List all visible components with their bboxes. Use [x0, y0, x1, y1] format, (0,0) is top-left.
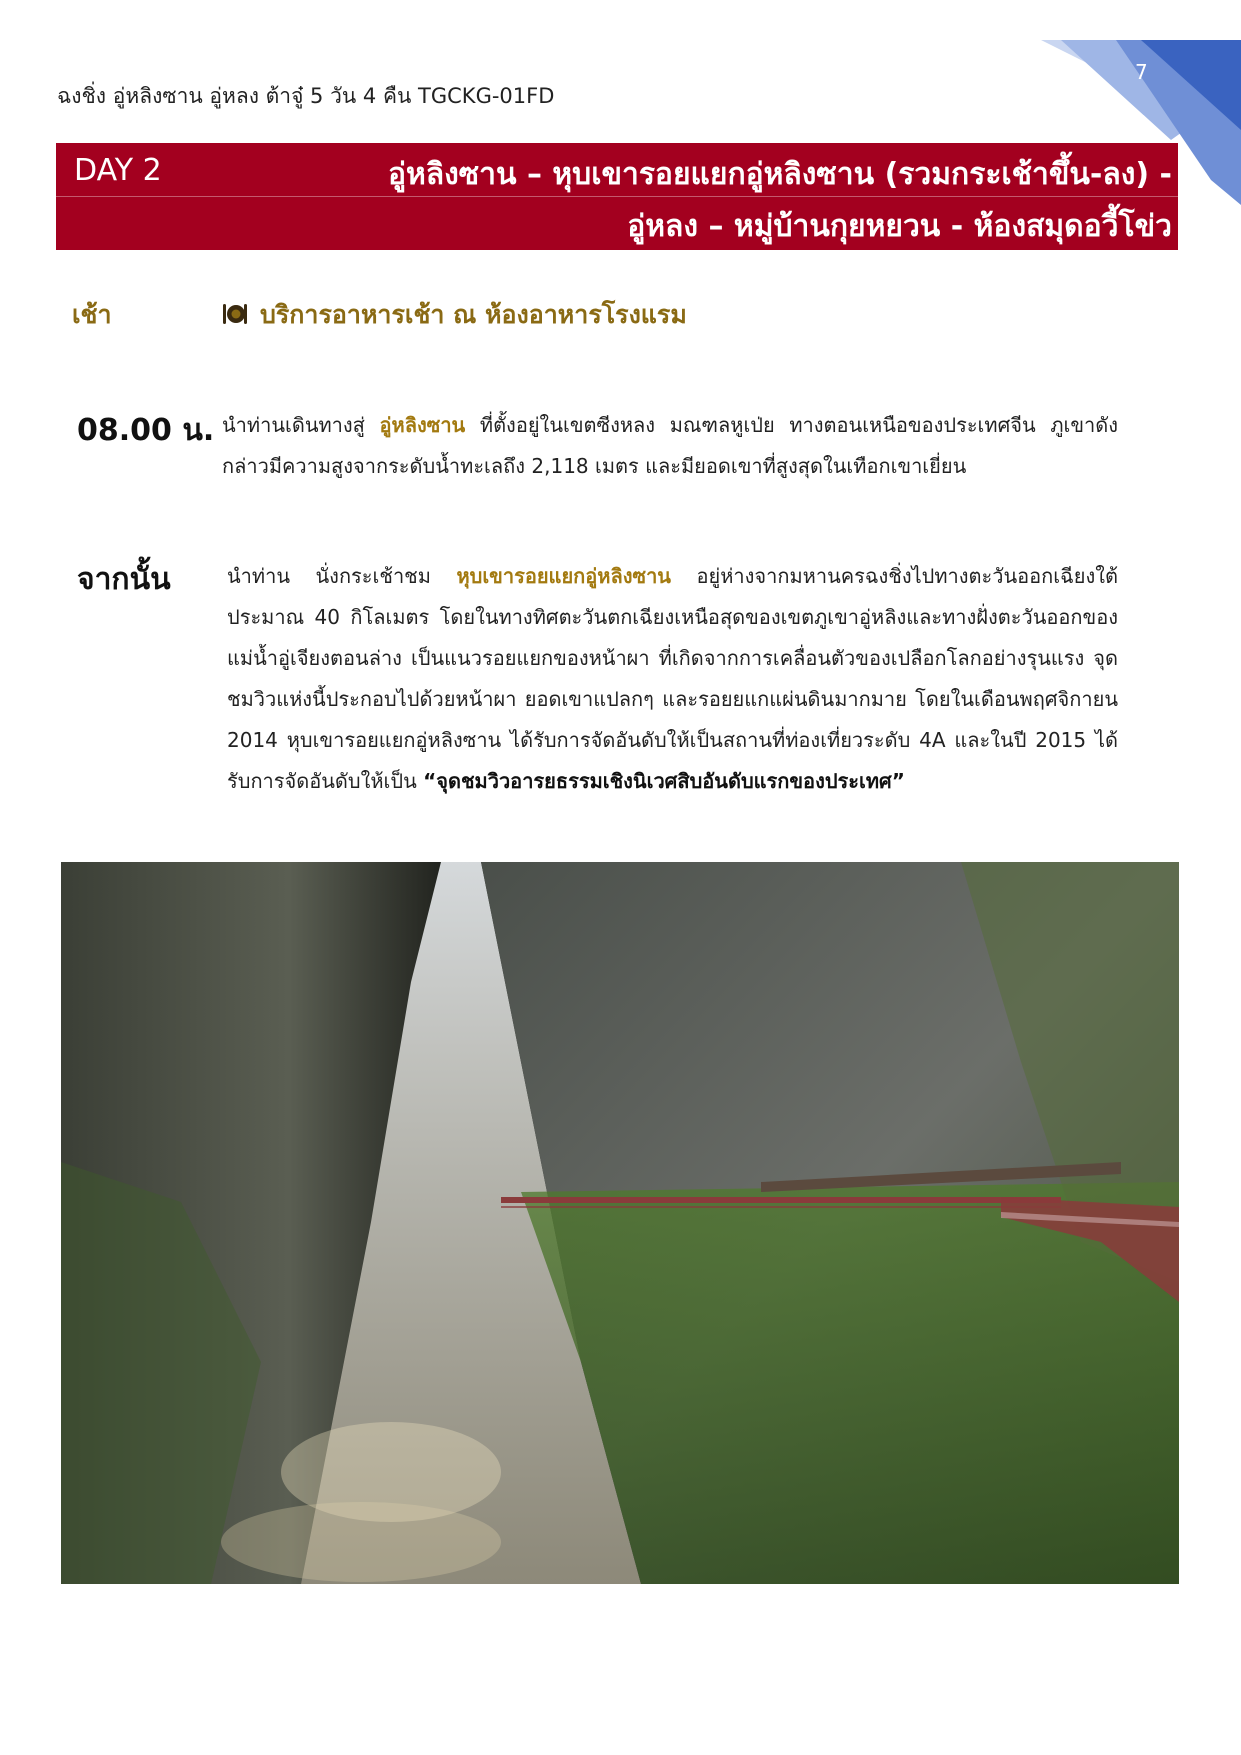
meal-text: บริการอาหารเช้า ณ ห้องอาหารโรงแรม: [260, 300, 687, 329]
schedule-text-0800: [222, 405, 1118, 487]
canyon-photo: [61, 862, 1179, 1584]
day-banner: [56, 143, 1178, 250]
text-segment: อยู่ห่างจากมหานครฉงชิ่งไปทางตะวันออกเฉียงใต้ประมาณ 40 กิโลเมตร โดยในทางทิศตะวันตกเฉียงเหนือสุดของเขตภูเขาอู่หลิงและทางฝั่งตะวันออกของแม่น้ำอู่เจียงตอนล่าง เป็นแนวรอยแยกของหน้าผา ที่เกิดจากการเคลื่อนตัวของเปลือกโลกอย่างรุนแรง จุดชมวิวแห่งนี้ประกอบไปด้วยหน้าผา ยอดเขาแปลกๆ และรอยยแกแผ่นดินมากมาย โดยในเดือนพฤศจิกายน 2014 หุบเขารอยแยกอู่หลิงซาน ได้รับการจัดอันดับให้เป็นสถานที่ท่องเที่ยวระดับ 4A และในปี 2015 ได้รับการจัดอันดับให้เป็น: [227, 564, 1118, 793]
schedule-text-next: [227, 556, 1118, 802]
day-route-line-2: อู่หลง – หมู่บ้านกุยหยวน - ห้องสมุดอวี้โข่ว: [627, 209, 1172, 244]
text-segment: นำท่าน นั่งกระเช้าชม: [227, 564, 457, 588]
meal-time: เช้า: [72, 300, 112, 329]
award-highlight: “จุดชมวิวอารยธรรมเชิงนิเวศสิบอันดับแรกของประเทศ”: [423, 769, 905, 793]
schedule-time-0800: 08.00 น.: [77, 413, 215, 448]
place-highlight: อู่หลิงซาน: [379, 413, 466, 437]
running-header: ฉงชิ่ง อู่หลิงซาน อู่หลง ต้าจู๋ 5 วัน 4 คืน TGCKG-01FD: [57, 84, 555, 108]
meal-row: [72, 295, 1122, 335]
schedule-time-next: จากนั้น: [77, 562, 171, 597]
page-number: 7: [1135, 60, 1148, 84]
text-segment: นำท่านเดินทางสู่: [222, 413, 380, 437]
place-highlight: หุบเขารอยแยกอู่หลิงซาน: [456, 564, 671, 588]
day-route-line-1: อู่หลิงซาน – หุบเขารอยแยกอู่หลิงซาน (รวมกระเช้าขึ้น-ลง) -: [387, 157, 1172, 192]
dish-icon: [222, 301, 248, 327]
day-label: DAY 2: [74, 153, 162, 188]
text-segment: ที่ตั้งอยู่ในเขตซีงหลง มณฑลหูเป่ย ทางตอนเหนือของประเทศจีน ภูเขาดังกล่าวมีความสูงจากระดับน้ำทะเลถึง 2,118 เมตร และมียอดเขาที่สูงสุดในเทือกเขาเยี่ยน: [222, 413, 1118, 478]
